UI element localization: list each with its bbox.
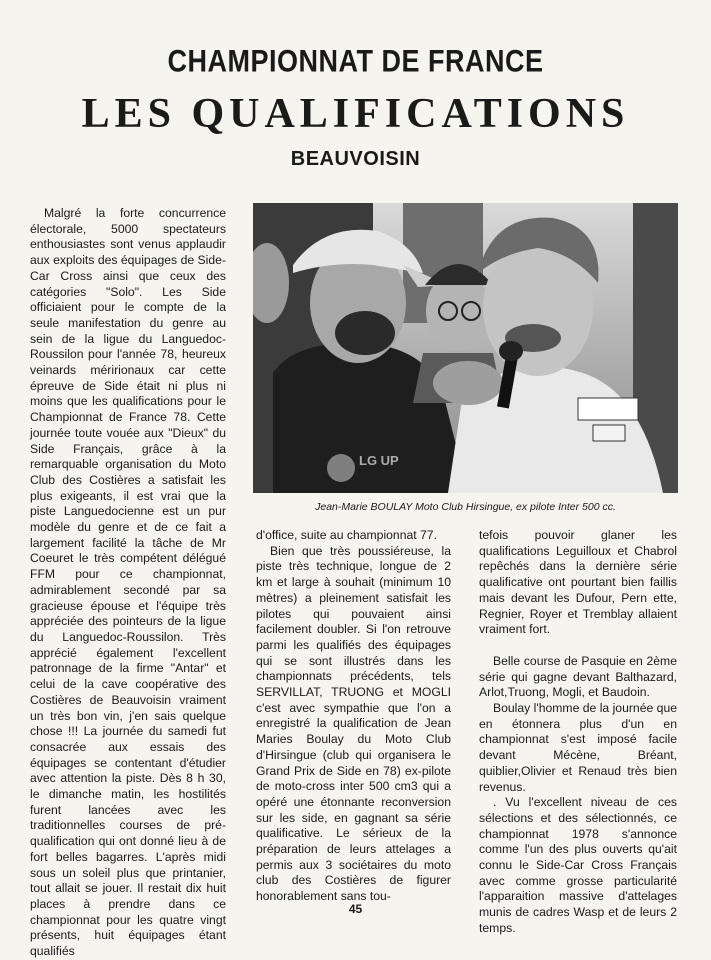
photo-watermark: LG UP xyxy=(359,453,399,468)
column-3-paragraph-2: Belle course de Pasquie en 2ème série qui gagne devant Balthazard, Arlot,Truong, Mogli, et Baudoin. xyxy=(479,653,677,700)
column-3 xyxy=(479,528,677,937)
article-location: BEAUVOISIN xyxy=(290,148,421,170)
column-3-paragraph-1: tefois pouvoir glaner les qualifications Leguilloux et Chabrol repêchés dans la dernière série qualificative ont pourtant bien faillis mais devant les Dufour, Pern ette, Regnier, Royer et Tremblay allaient vraiment fort. xyxy=(479,528,677,637)
column-2-paragraph-2: Bien que très poussiéreuse, la piste très technique, longue de 2 km et large à souhait (minimum 10 mètres) a pleinement satisfait les pilotes qui pouvaient ainsi facilement doubler. Si l'on retrouve parmi les qualifiés des équipages qui se sont illustrés dans les championnats précédents, tels SERVILLAT, TRUONG et MOGLI c'est avec sympathie que l'on a enregistré la qualification de Jean Maries Boulay du Moto Club d'Hirsingue (club qui organisera le Grand Prix de Side en 78) ex-pilote de moto-cross inter 500 cm3 qui a opéré une étonnante reconversion sur les side, en gagnant sa série qualificative. Le sérieux de la préparation de leurs attelages a permis aux 3 sociétaires du moto club des Costières de figurer honorablement sans tou- xyxy=(256,543,451,904)
race-photo xyxy=(253,203,678,493)
column-1-text: Malgré la forte concurrence électorale, 5000 spectateurs enthousiastes sont venus applaudir aux exploits des équipages de Side-Car Cross ainsi que ceux des catégories "Solo". Les Side officiaient pour le compte de la seule manifestation du genre au sein de la ligue du Languedoc-Roussilon pour l'année 78, heureux veinards méririonaux car cette épreuve de Side était ni plus ni moins que les qualifications pour le Championnat de France 78. Cette journée toute vouée aux "Dieux" du Side Français, grâce à la remarquable organisation du Moto Club des Costières a satisfait les plus exigeants, il est vrai que la piste Languedocienne est un pur modèle du genre et de ce fait a largement facilité la tâche de Mr Coeuret le très compétent délégué FFM pour ce championnat, admirablement secondé par sa gracieuse épouse et l'équipe très appréciée des pointeurs de la ligue du Languedoc-Roussilon. Très apprécié également l'excellent patronnage de la firme "Antar" et celui de la cave coopérative des Costières de Beauvoisin vraiment un très bon vin, j'en sais quelque chose !!! La journée du samedi fut consacrée aux essais des équipages se contentant d'étudier avec attention la piste. Dès 8 h 30, le dimanche matin, les hostilités furent lancées avec les traditionnelles courses de pré-qualification qui ont donné lieu à de fort belles bagarres. L'après midi sous un soleil plus que printanier, tout allait se jouer. Il restait dix huit places à prendre dans ce championnat pour les quatre vingt présents, huit équipages étant qualifiés xyxy=(30,206,226,959)
article-title: LES QUALIFICATIONS xyxy=(81,91,630,137)
column-3-paragraph-4: . Vu l'excellent niveau de ces sélections et des sélectionnés, ce championnat 1978 s'annonce comme l'un des plus ouverts qu'ait connu le Side-Car Cross Français avec comme grosse particularité l'apparaition massive d'attelages munis de cadres Wasp et de leurs 2 temps. xyxy=(479,795,677,935)
article-kicker: CHAMPIONNAT DE FRANCE xyxy=(167,43,544,79)
photo-caption: Jean-Marie BOULAY Moto Club Hirsingue, ex pilote Inter 500 cc. xyxy=(315,501,616,513)
photo-illustration xyxy=(253,203,678,493)
column-2 xyxy=(256,528,451,905)
column-3-paragraph-3: Boulay l'homme de la journée que en étonnera plus d'un en championnat s'est imposé facile devant Mécène, Bréant, quiblier,Olivier et Renaud très bien revenus. xyxy=(479,701,677,794)
column-2-paragraph-1: d'office, suite au championnat 77. xyxy=(256,528,437,542)
column-1 xyxy=(30,206,226,960)
page-number: 45 xyxy=(348,902,363,916)
